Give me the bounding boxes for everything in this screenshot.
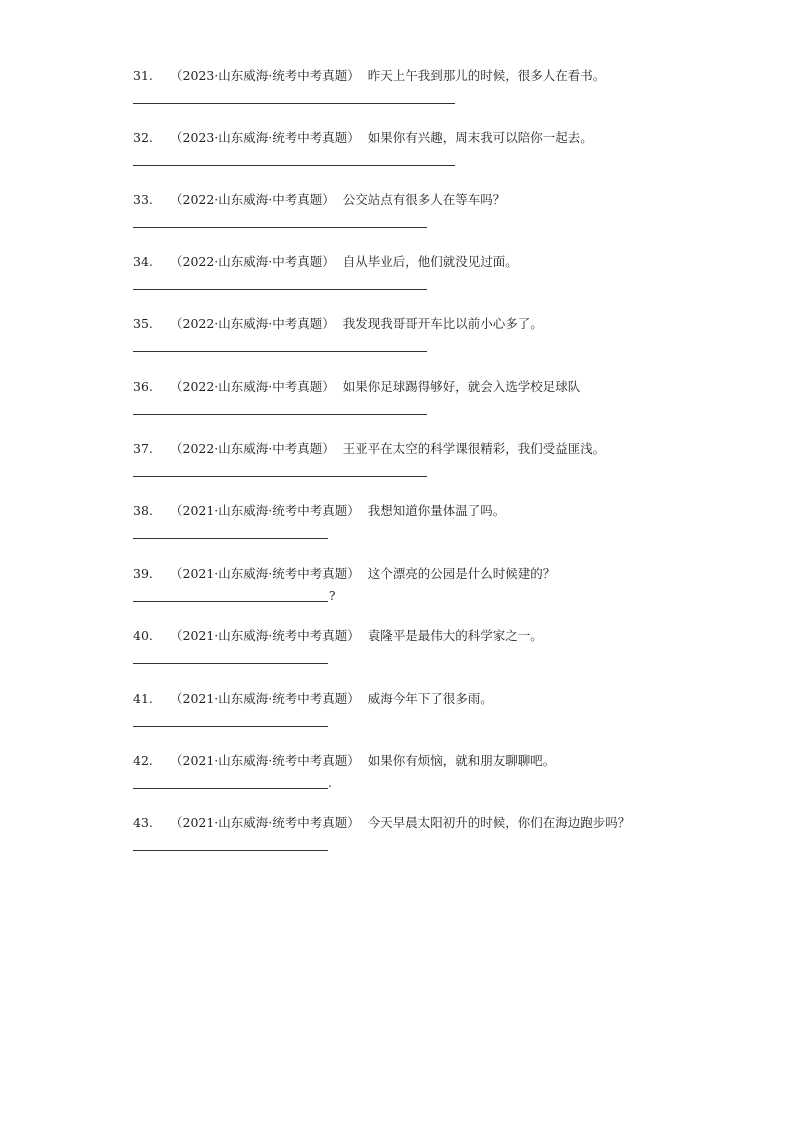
question-text: 如果你足球踢得够好，就会入选学校足球队 (342, 379, 581, 394)
question-line (133, 751, 555, 771)
question-source: （2021·山东威海·统考中考真题） (170, 753, 360, 768)
question-source: （2022·山东威海·中考真题） (170, 441, 335, 456)
question-source: （2021·山东威海·统考中考真题） (170, 628, 360, 643)
question-text: 我想知道你量体温了吗。 (367, 503, 506, 518)
question-34 (133, 252, 693, 314)
question-source: （2022·山东威海·中考真题） (170, 192, 335, 207)
question-text: 威海今年下了很多雨。 (367, 691, 493, 706)
question-line (133, 190, 505, 210)
question-source: （2021·山东威海·统考中考真题） (170, 503, 360, 518)
question-38 (133, 501, 693, 563)
question-line (133, 377, 580, 397)
question-line (133, 128, 593, 148)
question-line (133, 813, 630, 833)
question-41 (133, 689, 693, 751)
question-42 (133, 751, 693, 813)
question-text: 昨天上午我到那儿的时候，很多人在看书。 (367, 68, 606, 83)
question-37 (133, 439, 693, 501)
question-line (133, 689, 493, 709)
question-text: 公交站点有很多人在等车吗？ (342, 192, 506, 207)
answer-blank[interactable] (133, 538, 328, 539)
question-number: 35. (133, 316, 153, 331)
question-source: （2022·山东威海·中考真题） (170, 254, 335, 269)
question-35 (133, 314, 693, 376)
question-source: （2021·山东威海·统考中考真题） (170, 566, 360, 581)
answer-blank[interactable] (133, 788, 328, 789)
question-source: （2022·山东威海·中考真题） (170, 316, 335, 331)
question-31 (133, 66, 693, 128)
question-number: 43. (133, 815, 153, 830)
question-number: 31. (133, 68, 153, 83)
question-33 (133, 190, 693, 252)
question-32 (133, 128, 693, 190)
answer-blank[interactable] (133, 726, 328, 727)
question-text: 王亚平在太空的科学课很精彩，我们受益匪浅。 (342, 441, 606, 456)
question-number: 36. (133, 379, 153, 394)
question-text: 今天早晨太阳初升的时候，你们在海边跑步吗？ (367, 815, 631, 830)
question-36 (133, 377, 693, 439)
question-source: （2023·山东威海·统考中考真题） (170, 68, 360, 83)
question-line (133, 626, 543, 646)
question-source: （2022·山东威海·中考真题） (170, 379, 335, 394)
question-number: 33. (133, 192, 153, 207)
question-number: 37. (133, 441, 153, 456)
question-line (133, 439, 605, 459)
answer-blank[interactable] (133, 601, 328, 602)
question-line (133, 252, 518, 272)
question-number: 41. (133, 691, 153, 706)
question-40 (133, 626, 693, 688)
answer-blank[interactable] (133, 850, 328, 851)
question-text: 这个漂亮的公园是什么时候建的？ (367, 566, 556, 581)
question-number: 42. (133, 753, 153, 768)
question-line (133, 314, 543, 334)
question-line (133, 564, 555, 584)
question-43 (133, 813, 693, 875)
answer-end-mark: ? (329, 589, 336, 603)
question-source: （2021·山东威海·统考中考真题） (170, 691, 360, 706)
answer-blank[interactable] (133, 165, 455, 166)
question-text: 我发现我哥哥开车比以前小心多了。 (342, 316, 543, 331)
question-source: （2021·山东威海·统考中考真题） (170, 815, 360, 830)
question-text: 自从毕业后，他们就没见过面。 (342, 254, 518, 269)
question-number: 34. (133, 254, 153, 269)
answer-blank[interactable] (133, 351, 427, 352)
question-number: 40. (133, 628, 153, 643)
question-text: 袁隆平是最伟大的科学家之一。 (367, 628, 543, 643)
answer-end-mark: . (328, 776, 332, 790)
answer-blank[interactable] (133, 663, 328, 664)
question-text: 如果你有烦恼，就和朋友聊聊吧。 (367, 753, 556, 768)
question-line (133, 501, 505, 521)
question-number: 39. (133, 566, 153, 581)
question-39 (133, 564, 693, 626)
answer-blank[interactable] (133, 289, 427, 290)
answer-blank[interactable] (133, 227, 427, 228)
question-source: （2023·山东威海·统考中考真题） (170, 130, 360, 145)
answer-blank[interactable] (133, 103, 455, 104)
question-line (133, 66, 605, 86)
answer-blank[interactable] (133, 414, 427, 415)
question-text: 如果你有兴趣，周末我可以陪你一起去。 (367, 130, 593, 145)
question-number: 32. (133, 130, 153, 145)
question-number: 38. (133, 503, 153, 518)
answer-blank[interactable] (133, 476, 427, 477)
